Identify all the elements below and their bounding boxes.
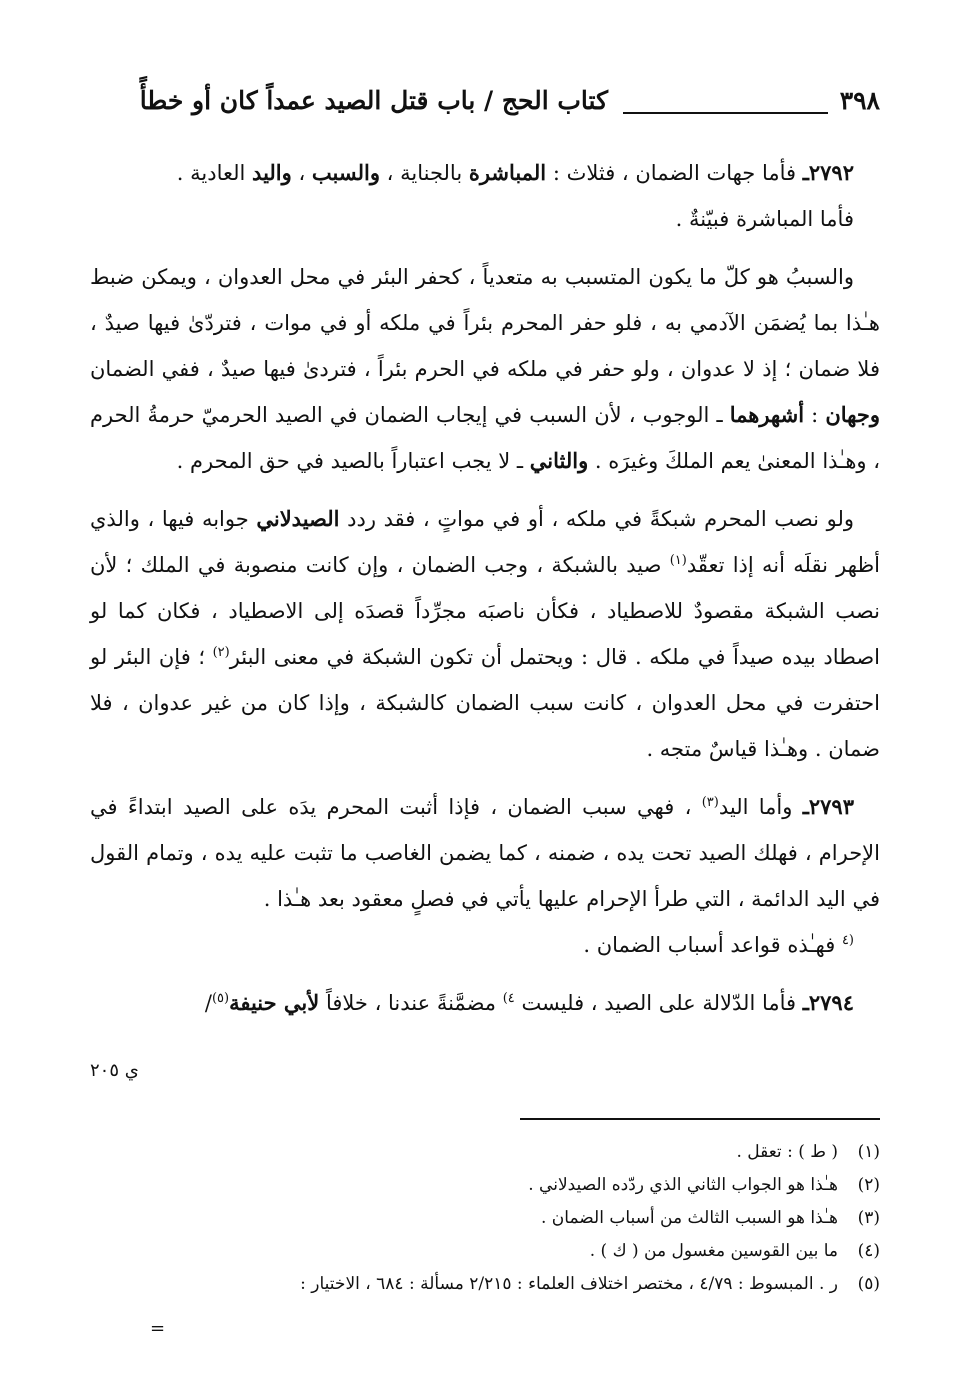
bold-term: لأبي حنيفة xyxy=(229,990,320,1015)
footnote-number: (١) xyxy=(857,1142,880,1162)
text-run: / xyxy=(204,991,212,1015)
footnote-text: هـٰذا هو الجواب الثاني الذي ردّده الصيدلاني . xyxy=(528,1175,838,1195)
text-run: وأما اليد xyxy=(718,795,803,819)
manuscript-margin-note: ي ٢٠٥ xyxy=(90,1060,139,1081)
paragraph-qawaid xyxy=(90,922,880,968)
bold-term: والسبب xyxy=(311,160,380,185)
book-page xyxy=(90,0,880,1390)
paragraph-2792 xyxy=(90,150,880,196)
footnote-text: ( ط ) : تعقل . xyxy=(736,1142,838,1162)
bold-term: واليد xyxy=(252,160,292,185)
issue-number: ٢٧٩٢ـ xyxy=(802,160,854,185)
paragraph-shabaka xyxy=(90,496,880,772)
bold-term: وجهان xyxy=(825,402,880,427)
footnote-number: (٣) xyxy=(857,1208,880,1228)
text-run: : xyxy=(804,403,826,427)
text-run: العادية . xyxy=(176,161,253,185)
paragraph-2793 xyxy=(90,784,880,922)
paragraph-mubashara: فأما المباشرة فبيّنةٌ . xyxy=(675,207,854,231)
footnote-item xyxy=(90,1268,880,1301)
footnote-number: (٤) xyxy=(857,1241,880,1261)
header-rule xyxy=(623,112,828,114)
text-run: مضمَّنةً عندنا ، خلافاً xyxy=(319,991,503,1015)
text-run: جوابه فيها ، والذي أظهر نقلَه أنه إذا تعقّد xyxy=(90,507,881,577)
continuation-mark: = xyxy=(150,1318,166,1339)
footnote-item xyxy=(90,1202,880,1235)
issue-number: ٢٧٩٤ـ xyxy=(802,990,854,1015)
text-run: صيد بالشبكة ، وجب الضمان ، وإن كانت منصوبة في الملك ؛ لأن نصب الشبكة مقصودٌ للاصطياد ، فكأن ناصبَه مجرِّداً قصدَه إلى الاصطياد ، فكان كما لو اصطاد بيده صيداً في ملكه . قال : ويحتمل أن تكون الشبكة في معنى البئر xyxy=(90,553,880,669)
footnote-ref[interactable]: (٣) xyxy=(701,795,719,810)
page-header xyxy=(90,86,880,126)
footnote-text: هـٰذا هو السبب الثالث من أسباب الضمان . xyxy=(540,1208,838,1228)
text-run: فأما الدّلالة على الصيد ، فليست xyxy=(514,991,803,1015)
text-run: بالجناية ، xyxy=(380,161,469,185)
text-run: فهـٰذه قواعد أسباب الضمان . xyxy=(583,933,842,957)
footnote-ref[interactable]: (١) xyxy=(669,553,687,568)
text-run: ولو نصب المحرم شبكةً في ملكه ، أو في مواتٍ ، فقد ردد xyxy=(339,507,854,531)
bold-term: والثاني xyxy=(529,448,589,473)
footnote-text: ر . المبسوط : ٤/٧٩ ، مختصر اختلاف العلماء : ٢/٢١٥ مسألة : ٦٨٤ ، الاختيار : xyxy=(300,1274,838,1294)
page-number: ٣٩٨ xyxy=(839,86,880,115)
paragraph-sabab xyxy=(90,254,880,484)
text-run: والسببُ هو كلّ ما يكون المتسبب به متعدياً ، كحفر البئر في محل العدوان ، ويمكن ضبط هـٰذا بما يُضمَن الآدمي به ، فلو حفر المحرم بئراً في ملكه أو في موات ، فتردّىٰ فيها صيدٌ ، فلا ضمان ؛ إذ لا عدوان ، ولو حفر في ملكه في الحرم بئراً ، فتردىٰ فيها صيدٌ ، ففي الضمان xyxy=(90,265,880,381)
footnote-ref[interactable]: (٤ xyxy=(841,933,854,948)
text-run: ؛ فإن البئر لو احتفرت في محل العدوان ، كانت سبب الضمان كالشبكة ، وإذا كان من غير عدوان ، فلا ضمان . وهـٰذا قياسٌ متجه . xyxy=(90,645,880,761)
main-text xyxy=(90,150,880,1026)
footnotes xyxy=(90,1136,880,1301)
text-run: ، فهي سبب الضمان ، فإذا أثبت المحرم يدَه على الصيد ابتداءً في الإحرام ، فهلك الصيد تحت يده ، ضمنه ، كما يضمن الغاصب ما تثبت عليه يده ، وتمام القول في اليد الدائمة ، التي طرأ الإحرام عليها يأتي في فصلٍ معقود بعد هـٰذا . xyxy=(90,795,880,911)
footnote-item xyxy=(90,1169,880,1202)
footnote-ref[interactable]: (٥) xyxy=(211,991,230,1006)
text-run: ـ لا يجب اعتباراً بالصيد في حق المحرم . xyxy=(176,449,530,473)
footnote-rule xyxy=(520,1118,880,1120)
bold-term: المباشرة xyxy=(468,160,547,185)
footnote-number: (٥) xyxy=(857,1274,880,1294)
footnote-ref[interactable]: (٢) xyxy=(212,645,230,660)
footnote-item xyxy=(90,1136,880,1169)
footnote-number: (٢) xyxy=(857,1175,880,1195)
footnote-ref[interactable]: ٤) xyxy=(502,991,515,1006)
bold-term: الصيدلاني xyxy=(256,506,340,531)
paragraph-2794 xyxy=(90,980,880,1026)
footnote-item xyxy=(90,1235,880,1268)
text-run: فأما جهات الضمان ، فثلاث : xyxy=(546,161,803,185)
text-run: ، xyxy=(291,161,312,185)
issue-number: ٢٧٩٣ـ xyxy=(802,794,854,819)
bold-term: أشهرهما xyxy=(729,402,805,427)
footnote-text: ما بين القوسين مغسول من ( ك ) . xyxy=(589,1241,838,1261)
text-run: ـ الوجوب ، لأن السبب في إيجاب الضمان في الصيد الحرميّ حرمةُ الحرم ، وهـٰذا المعنىٰ يعم الملكَ وغيرَه . xyxy=(90,403,880,473)
running-title: كتاب الحج / باب قتل الصيد عمداً كان أو خطأً xyxy=(139,86,608,115)
